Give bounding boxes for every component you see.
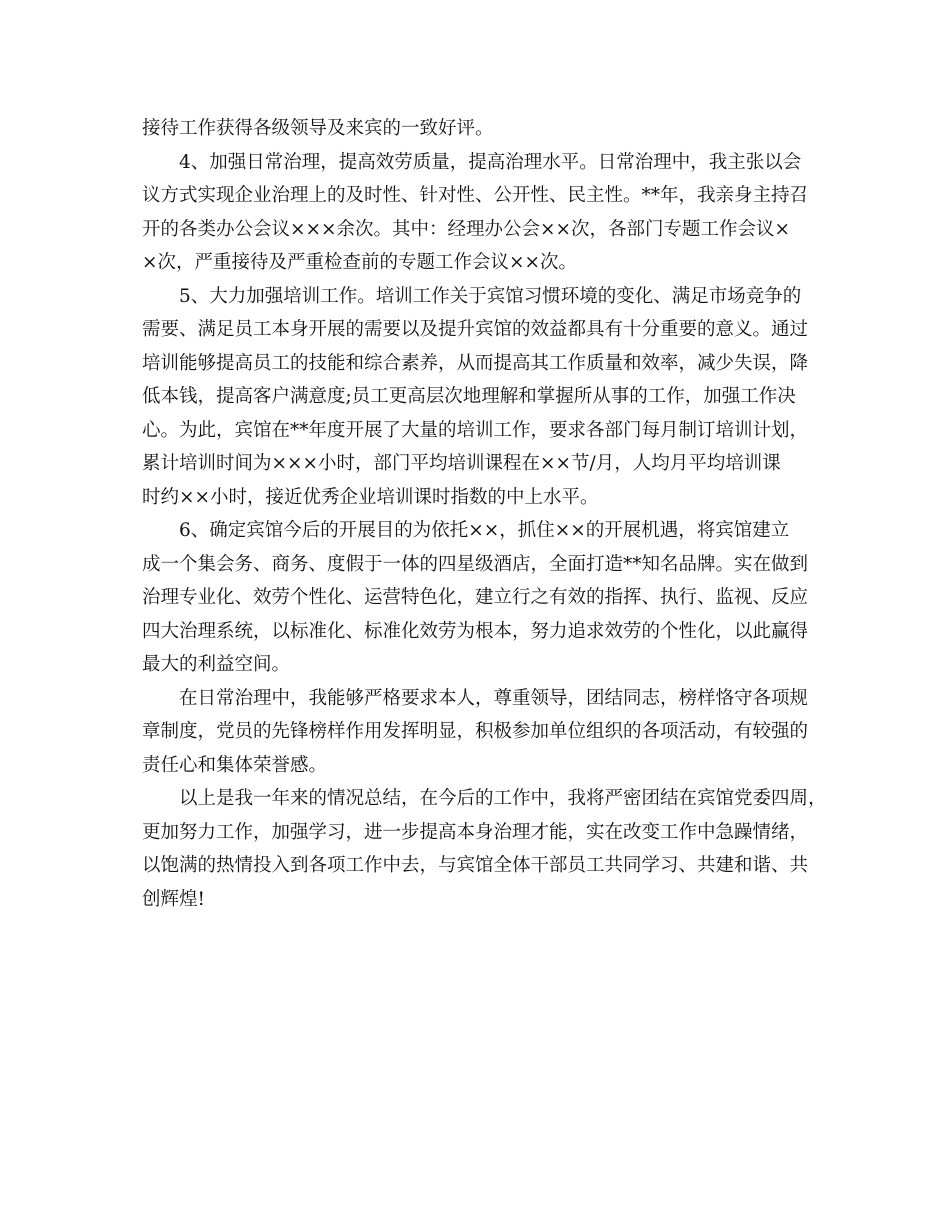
text-line: 以饱满的热情投入到各项工作中去，与宾馆全体干部员工共同学习、共建和谐、共 — [142, 855, 809, 876]
text-line: 时约××小时，接近优秀企业培训课时指数的中上水平。 — [142, 486, 599, 508]
text-line: 创辉煌! — [142, 888, 205, 910]
paragraph-item-5 — [142, 280, 822, 515]
text-line: 开的各类办公会议×××余次。其中：经理办公会××次，各部门专题工作会议× — [142, 218, 791, 240]
text-line: 接待工作获得各级领导及来宾的一致好评。 — [142, 118, 494, 139]
text-line: ×次，严重接待及严重检查前的专题工作会议××次。 — [142, 252, 578, 273]
text-line: 成一个集会务、商务、度假于一体的四星级酒店，全面打造**知名品牌。实在做到 — [142, 553, 809, 575]
paragraph-continuation — [142, 112, 822, 146]
text-line: 在日常治理中，我能够严格要求本人，尊重领导，团结同志，榜样恪守各项规 — [179, 687, 809, 709]
text-line: 6、确定宾馆今后的开展目的为依托××，抓住××的开展机遇，将宾馆建立 — [179, 520, 790, 541]
paragraph-conclusion — [142, 782, 827, 916]
text-line: 培训能够提高员工的技能和综合素养，从而提高其工作质量和效率，减少失误，降 — [142, 352, 809, 374]
text-line: 最大的利益空间。 — [142, 654, 291, 675]
text-line: 责任心和集体荣誉感。 — [142, 754, 328, 776]
paragraph-self-assessment — [142, 682, 822, 783]
text-line: 更加努力工作，加强学习，进一步提高本身治理才能，实在改变工作中急躁情绪， — [142, 821, 809, 843]
text-line: 4、加强日常治理，提高效劳质量，提高治理水平。日常治理中，我主张以会 — [179, 151, 802, 173]
document-body — [142, 112, 827, 916]
text-line: 低本钱，提高客户满意度;员工更高层次地理解和掌握所从事的工作，加强工作决 — [142, 386, 796, 407]
text-line: 章制度，党员的先锋榜样作用发挥明显，积极参加单位组织的各项活动，有较强的 — [142, 721, 809, 742]
text-line: 治理专业化、效劳个性化、运营特色化，建立行之有效的指挥、执行、监视、反应 — [142, 587, 809, 608]
paragraph-item-4 — [142, 146, 822, 280]
text-line: 累计培训时间为×××小时，部门平均培训课程在××节/月，人均月平均培训课 — [142, 453, 781, 474]
text-line: 议方式实现企业治理上的及时性、针对性、公开性、民主性。**年，我亲身主持召 — [142, 185, 809, 206]
text-line: 心。为此，宾馆在**年度开展了大量的培训工作，要求各部门每月制订培训计划， — [142, 419, 809, 441]
text-line: 以上是我一年来的情况总结，在今后的工作中，我将严密团结在宾馆党委四周， — [179, 788, 827, 809]
paragraph-item-6 — [142, 514, 822, 682]
text-line: 5、大力加强培训工作。培训工作关于宾馆习惯环境的变化、满足市场竞争的 — [179, 285, 802, 307]
text-line: 四大治理系统，以标准化、标准化效劳为根本，努力追求效劳的个性化，以此赢得 — [142, 620, 809, 642]
text-line: 需要、满足员工本身开展的需要以及提升宾馆的效益都具有十分重要的意义。通过 — [142, 319, 809, 340]
